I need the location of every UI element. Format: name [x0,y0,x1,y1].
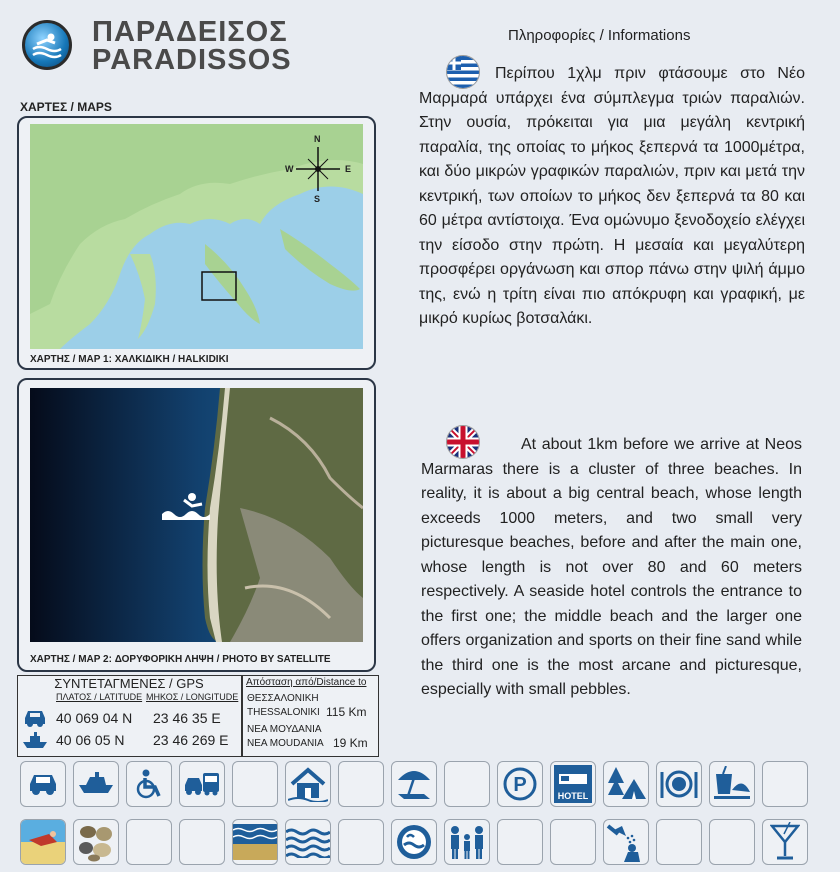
boat-longitude: 23 46 269 E [153,732,229,748]
cafe-icon [712,766,752,802]
compass-n: N [314,134,321,144]
bus-icon-tile [179,761,225,807]
pebbles-icon-tile [73,819,119,865]
empty-icon-slot [126,819,172,865]
empty-icon-slot [338,761,384,807]
maps-label: ΧΑΡΤΕΣ / MAPS [20,100,112,114]
latitude-header: ΠΛΑΤΟΣ / LATITUDE [56,692,143,702]
pebbles-icon [76,822,116,862]
blue-flag-icon [395,823,433,861]
empty-icon-slot [709,819,755,865]
sand-water-icon [233,824,277,860]
camping-icon-tile [603,761,649,807]
boat-icon-tile [73,761,119,807]
wheelchair-icon [135,769,163,799]
family-icon-tile [444,819,490,865]
distance-place-greek: ΘΕΣΣΑΛΟΝΙΚΗ [247,693,319,704]
logo [22,20,72,70]
map2-caption: ΧΑΡΤΗΣ / MAP 2: ΔΟΡΥΦΟΡΙΚΗ ΛΗΨΗ / PHOTO BY SATELLITE [30,654,331,665]
car-icon [22,708,48,728]
empty-icon-slot [550,819,596,865]
site-title-latin: PARADISSOS [92,44,292,76]
sand-beach-icon-tile [20,819,66,865]
empty-icon-slot [232,761,278,807]
car-longitude: 23 46 35 E [153,710,221,726]
boat-icon [22,732,48,750]
hotel-icon [553,764,593,804]
compass-w: W [285,164,294,174]
empty-icon-slot [762,761,808,807]
house-icon-tile [285,761,331,807]
svg-text:HOTEL: HOTEL [557,791,589,801]
empty-icon-slot [497,819,543,865]
parking-icon-tile [497,761,543,807]
distance-place-latin: THESSALONIKI [247,707,320,718]
restaurant-icon-tile [656,761,702,807]
blue-flag-icon-tile [391,819,437,865]
empty-icon-slot [338,819,384,865]
shower-icon [606,822,646,862]
svg-text:P: P [513,774,527,796]
compass-s: S [314,194,321,204]
boat-latitude: 40 06 05 N [56,732,125,748]
info-title: Πληροφορίες / Informations [508,27,691,44]
car-icon-tile [20,761,66,807]
hotel-icon-tile [550,761,596,807]
distance-place-latin: NEA MOUDANIA [247,738,324,749]
site-title-greek: ΠΑΡΑΔΕΙΣΟΣ [92,16,288,48]
boat-icon [78,772,114,796]
english-description: At about 1km before we arrive at Neos Marmaras there is a cluster of three beaches. In reality, it is about a big central beach, whose length exceeds 1000 meters, and two small very picturesque beaches, before and after the main one, whose length is not over 80 and 60 meters respectively. A seaside hotel controls the entrance to the first one; the middle beach and the larger one offers organization and sports on their fine sand while the third one is the most arcane and picturesque, especially with small pebbles. [421,436,802,698]
greek-description: Περίπου 1χλμ πριν φτάσουμε στο Νέο Μαρμαρά υπάρχει ένα σύμπλεγμα τριών παραλιών. Στην ουσία, πρόκειται για μια μεγάλη κεντρική παραλία, της οποίας το μήκος ξεπερνά τα 1000μέτρα, και δύο μικρών γραφικών παραλιών, πριν και μετά την κεντρική, των οποίων το μήκος δεν ξεπερνά τα 80 και 60 μέτρα αντίστοιχα. Ένα ομώνυμο ξενοδοχείο ελέγχει την είσοδο στην πρώτη. Η μεσαία και μεγαλύτερη προσφέρει οργάνωση και σπορ πάνω στην ψιλή άμμο της, ενώ η τρίτη είναι πιο απόκρυφη και γραφική, με μικρό κυρίως βοτσαλάκι. [419,65,805,327]
water-icon [286,826,330,858]
wheelchair-icon-tile [126,761,172,807]
car-latitude: 40 069 04 N [56,710,133,726]
swimmer-logo-icon [31,31,63,61]
family-icon [447,824,487,860]
restaurant-icon [659,768,699,800]
empty-icon-slot [656,819,702,865]
gps-title: ΣΥΝΤΕΤΑΓΜΕΝΕΣ / GPS [54,676,204,691]
bus-icon [183,771,221,797]
car-icon [26,771,60,797]
empty-icon-slot [444,761,490,807]
cocktail-icon-tile [762,819,808,865]
umbrella-icon-tile [391,761,437,807]
satellite-photo[interactable] [30,388,363,642]
distance-title: Απόσταση από/Distance to [246,677,367,688]
distance-place-greek: ΝΕΑ ΜΟΥΔΑΝΙΑ [247,724,322,735]
map1-caption: ΧΑΡΤΗΣ / MAP 1: ΧΑΛΚΙΔΙΚΗ / HALKIDIKI [30,354,229,365]
distance-km: 115 Km [326,705,367,719]
shower-icon-tile [603,819,649,865]
cocktail-icon [770,822,800,862]
empty-icon-slot [179,819,225,865]
sand-water-icon-tile [232,819,278,865]
halkidiki-map[interactable] [30,124,363,349]
compass-e: E [345,164,352,174]
umbrella-icon [394,766,434,802]
house-icon [288,766,328,802]
parking-icon [502,766,538,802]
water-icon-tile [285,819,331,865]
camping-icon [606,765,646,803]
cafe-icon-tile [709,761,755,807]
distance-km: 19 Km [333,736,368,750]
swimmer-icon [162,492,212,522]
sand-beach-icon [21,820,65,864]
longitude-header: ΜΗΚΟΣ / LONGITUDE [146,692,239,702]
